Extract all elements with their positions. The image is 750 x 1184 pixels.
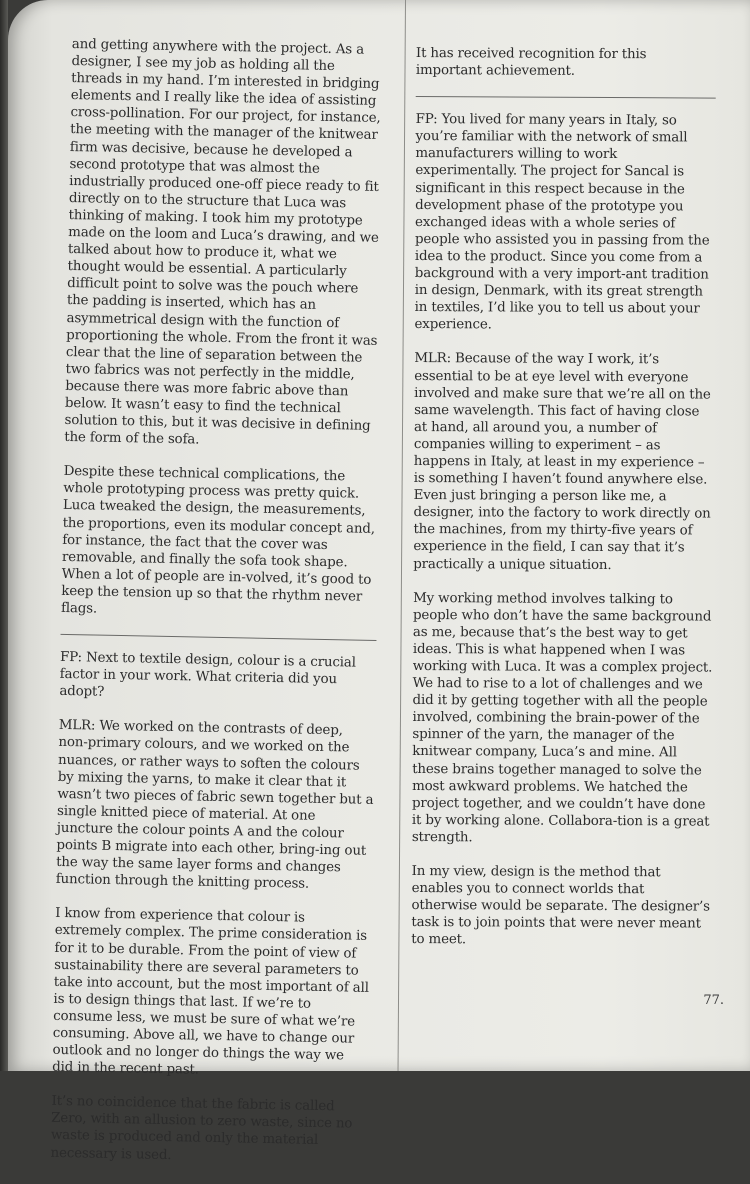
section-rule	[416, 96, 716, 99]
paragraph: and getting anywhere with the project. As a designer, I see my job as holding all the threads in my hand. I’m interested in bridging elements and I really like the idea of assisting cross-pollination. For our project, for instance, the meeting with the manager of the knitwear firm was decisive, because he developed a second prototype that was almost the industrially produced one-off piece ready to fit directly on to the structure that Luca was thinking of making. I took him my prototype made on the loom and Luca’s drawing, and we talked about how to produce it, what we thought would be essential. A particularly difficult point to solve was the pouch where the padding is inserted, which has an asymmetrical design with the function of proportioning the whole. From the front it was clear that the line of separation between the two fabrics was not perfectly in the middle, because there was more fabric above than below. It wasn’t easy to find the technical solution to this, but it was decisive in defining the form of the sofa.	[64, 36, 381, 448]
paragraph: Despite these technical complications, the whole prototyping process was pretty quick. Luca tweaked the design, the measurements, the proportions, even its modular concept and, for instance, the fact that the cover was removable, and finally the sofa took shape. When a lot of people are in-volved, it’s good to keep the tension up so that the rhythm never flags.	[60, 464, 376, 617]
right-column	[411, 45, 716, 967]
question: FP: Next to textile design, colour is a crucial factor in your work. What criteria did you adopt?	[59, 649, 357, 701]
paragraph: It’s no coincidence that the fabric is called Zero, with an allusion to zero waste, since no waste is produced and only the material necessary is used.	[50, 1094, 353, 1163]
paragraph: In my view, design is the method that enables you to connect worlds that otherwise would be separate. The designer’s task is to join points that were never meant to meet.	[411, 864, 710, 948]
page-edge	[0, 0, 8, 1071]
book-page	[8, 0, 750, 1163]
column-divider	[398, 0, 406, 1071]
answer: MLR: Because of the way I work, it’s essential to be at eye level with everyone involved and make sure that we’re all on the same wavelength. This fact of having close at hand, all around you, a number of companies willing to experiment – as happens in Italy, at least in my experience – is something I haven’t found anywhere else. Even just bringing a person like me, a designer, into the factory to work directly on the machines, from my thirty-five years of experience in the field, I can say that it’s practically a unique situation.	[413, 351, 711, 573]
left-column	[50, 36, 388, 1184]
page-number: 77.	[703, 993, 724, 1008]
paragraph: It has received recognition for this important achievement.	[415, 45, 647, 79]
paragraph: My working method involves talking to people who don’t have the same background as me, because that’s the best way to get ideas. This is what happened when I was working with Luca. It was a complex project. We had to rise to a lot of challenges and we did it by getting together with all the people involved, combining the brain-power of the spinner of the yarn, the manager of the knitwear company, Luca’s and mine. All these brains together managed to solve the most awkward problems. We hatched the project together, and we couldn’t have done it by working alone. Collabora-tion is a great strength.	[411, 590, 713, 846]
answer: MLR: We worked on the contrasts of deep, non-primary colours, and we worked on the nuances, or rather ways to soften the colours by mixing the yarns, to make it clear that it wasn’t two pieces of fabric sewn together but a single knitted piece of material. At one juncture the colour points A and the colour points B migrate into each other, bring-ing out the way the same layer forms and changes function through the knitting process.	[55, 718, 374, 892]
section-rule	[60, 634, 376, 641]
question: FP: You lived for many years in Italy, so you’re familiar with the network of small manufacturers willing to work experimentally. The project for Sancal is significant in this respect because in the development phase of the prototype you exchanged ideas with a whole series of people who assisted you in passing from the idea to the product. Since you come from a background with a very import-ant tradition in design, Denmark, with its great strength in textiles, I’d like you to tell us about your experience.	[414, 112, 710, 333]
paragraph: I know from experience that colour is extremely complex. The prime consideration is for it to be durable. From the point of view of sustainability there are several parameters to take into account, but the most important of all is to design things that last. If we’re to consume less, we must be sure of what we’re consuming. Above all, we have to change our outlook and no longer do things the way we did in the recent past.	[52, 906, 369, 1078]
